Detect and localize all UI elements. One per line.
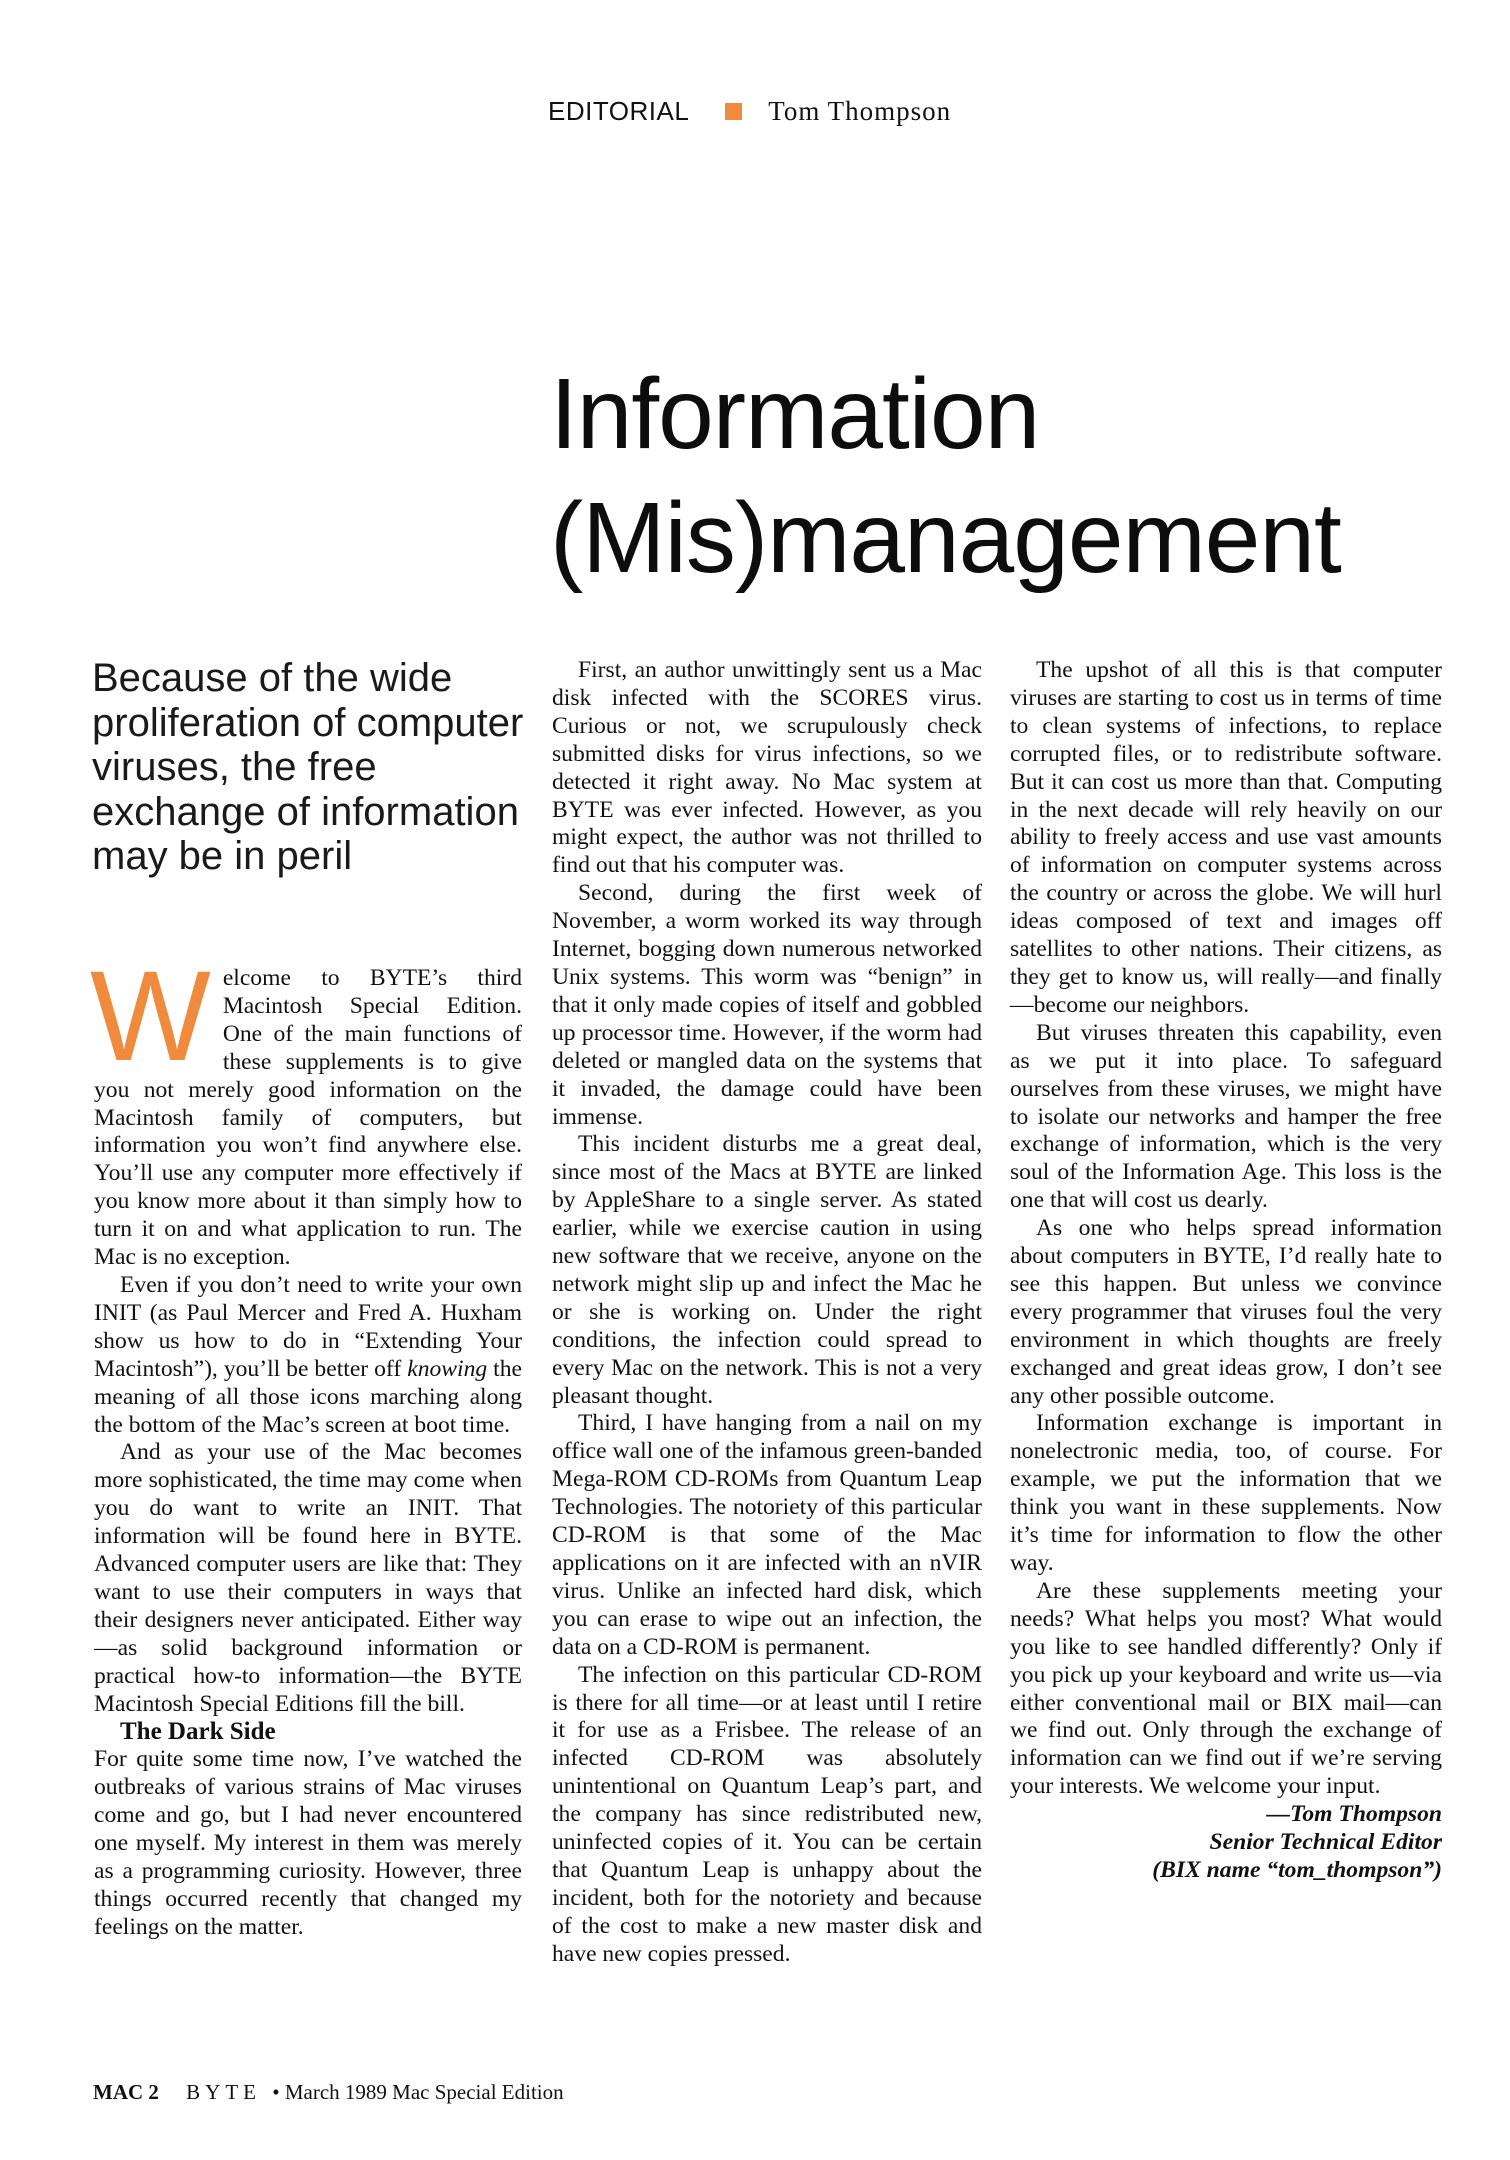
subhead: The Dark Side [120, 1718, 276, 1746]
footer-bullet: • [272, 2080, 280, 2104]
section-label: EDITORIAL [548, 96, 690, 126]
signature-name: —Tom Thompson [1266, 1801, 1442, 1828]
drop-cap: W [90, 945, 211, 1088]
title-line-1: Information [550, 358, 1040, 470]
paragraph [90, 945, 522, 1272]
magazine-name: BYTE [186, 2080, 261, 2104]
paragraph [94, 1272, 522, 1439]
paragraph: As one who helps spread information about computers in BYTE, I’d really hate to see this happen. But unless we convince every programmer that viruses foul the very environment in which thoughts are freely exchanged and great ideas grow, I don’t see any other possible outcome. [1010, 1215, 1442, 1409]
paragraph: This incident disturbs me a great deal, since most of the Macs at BYTE are linked by AppleShare to a single server. As stated earlier, while we exercise caution in using new software that we receive, anyone on the network might slip up and infect the Mac he or she is working on. Under the right conditions, the infection could spread to every Mac on the network. This is not a very pleasant thought. [552, 1131, 982, 1409]
section-header [548, 96, 951, 127]
page-footer [93, 2080, 564, 2105]
article-title [550, 352, 1341, 600]
paragraph: For quite some time now, I’ve watched the outbreaks of various strains of Mac viruses come and go, but I had never encountered one myself. My interest in them was merely as a programming curiosity. However, three things occurred recently that changed my feelings on the matter. [94, 1746, 522, 1940]
orange-square-bullet-icon [725, 103, 742, 120]
paragraph-text: elcome to BYTE’s third Macintosh Special Edition. One of the main functions of these supplements is to give you not merely good information on the Macintosh family of computers, but information you won’t find anywhere else. You’ll use any computer more effectively if you know more about it than simply how to turn it on and what application to run. The Mac is no exception. [94, 965, 522, 1271]
signature-title: Senior Technical Editor [1209, 1829, 1442, 1856]
paragraph: Are these supplements meeting your needs? What helps you most? What would you like to see handled differently? Only if you pick up your keyboard and write us—via either conventional mail or BIX mail—can we find out. Only through the exchange of information can we find out if we’re serving your interests. We welcome your input. [1010, 1577, 1442, 1800]
column-2 [552, 657, 982, 1969]
issue-date: March 1989 Mac Special Edition [284, 2080, 564, 2104]
paragraph: The infection on this particular CD-ROM is there for all time—or at least until I retire it for use as a Frisbee. The release of an infected CD-ROM was absolutely unintentional on Quantum Leap’s part, and the company has since redistributed new, uninfected copies of it. You can be certain that Quantum Leap is unhappy about the incident, both for the notoriety and because of the cost to make a new master disk and have new copies pressed. [552, 1661, 982, 1967]
paragraph: Information exchange is important in nonelectronic media, too, of course. For example, we put the information that we think you want in these supplements. Now it’s time for information to flow the other way. [1010, 1410, 1442, 1576]
column-1 [90, 945, 522, 1942]
paragraph-text: Even if you don’t need to write your own INIT (as Paul Mercer and Fred A. Huxham show us how to do in “Extending Your Macintosh”), you’ll be better off [94, 1271, 522, 1382]
paragraph: And as your use of the Mac becomes more sophisticated, the time may come when you do want to write an INIT. That information will be found here in BYTE. Advanced computer users are like that: They want to use their computers in ways that their designers never anticipated. Either way—as solid background information or practical how-to information—the BYTE Macintosh Special Editions fill the bill. [94, 1439, 522, 1717]
page-number: MAC 2 [93, 2080, 159, 2104]
paragraph-text: the meaning of all those icons marching along the bottom of the Mac’s screen at boot time. [94, 1355, 522, 1438]
title-line-2: (Mis)management [550, 482, 1341, 594]
article-deck: Because of the wide proliferation of computer viruses, the free exchange of information may be in peril [92, 656, 524, 878]
paragraph: Third, I have hanging from a nail on my office wall one of the infamous green-banded Mega-ROM CD-ROMs from Quantum Leap Technologies. The notoriety of this particular CD-ROM is that some of the Mac applications on it are infected with an nVIR virus. Unlike an infected hard disk, which you can erase to wipe out an infection, the data on a CD-ROM is permanent. [552, 1410, 982, 1660]
emphasis: knowing [407, 1355, 488, 1382]
paragraph: Second, during the first week of November, a worm worked its way through Internet, bogging down numerous networked Unix systems. This worm was “benign” in that it only made copies of itself and gobbled up processor time. However, if the worm had deleted or mangled data on the systems that it invaded, the damage could have been immense. [552, 880, 982, 1130]
signature-bix: (BIX name “tom_thompson”) [1152, 1856, 1442, 1883]
paragraph: But viruses threaten this capability, even as we put it into place. To safeguard ourselves from these viruses, we might have to isolate our networks and hamper the free exchange of information, which is the very soul of the Information Age. This loss is the one that will cost us dearly. [1010, 1019, 1442, 1214]
paragraph: The upshot of all this is that computer viruses are starting to cost us in terms of time to clean systems of infections, to replace corrupted files, or to redistribute software. But it can cost us more than that. Computing in the next decade will rely heavily on our ability to freely access and use vast amounts of information on computer systems across the country or across the globe. We will hurl ideas composed of text and images off satellites to other nations. Their citizens, as they get to know us, will really—and finally—become our neighbors. [1010, 657, 1442, 1018]
paragraph: First, an author unwittingly sent us a Mac disk infected with the SCORES virus. Curious or not, we scrupulously check submitted disks for virus infections, so we detected it right away. No Mac system at BYTE was ever infected. However, as you might expect, the author was not thrilled to find out that his computer was. [552, 657, 982, 879]
column-3 [1010, 657, 1442, 1885]
header-author: Tom Thompson [768, 96, 952, 126]
